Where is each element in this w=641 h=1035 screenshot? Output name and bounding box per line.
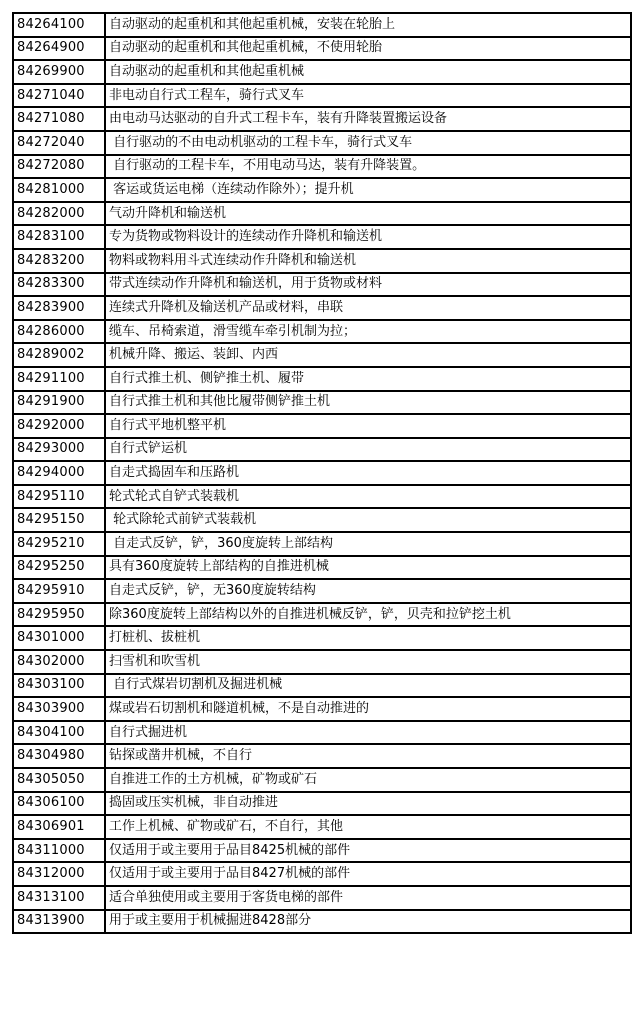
hs-code-cell: 84291900 xyxy=(13,391,105,415)
hs-code-cell: 84272080 xyxy=(13,155,105,179)
table-row xyxy=(13,273,631,297)
table-row xyxy=(13,650,631,674)
table-row xyxy=(13,320,631,344)
description-cell: 机械升降、搬运、装卸、内西 xyxy=(105,343,631,367)
hs-code-cell: 84303900 xyxy=(13,697,105,721)
description-cell: 物料或物料用斗式连续动作升降机和输送机 xyxy=(105,249,631,273)
hs-code-cell: 84272040 xyxy=(13,131,105,155)
description-cell: 自行式铲运机 xyxy=(105,438,631,462)
table-row xyxy=(13,391,631,415)
hs-code-cell: 84291100 xyxy=(13,367,105,391)
table-row xyxy=(13,485,631,509)
description-cell: 具有360度旋转上部结构的自推进机械 xyxy=(105,556,631,580)
hs-code-cell: 84295910 xyxy=(13,579,105,603)
hs-code-cell: 84312000 xyxy=(13,862,105,886)
description-cell: 轮式轮式自铲式装载机 xyxy=(105,485,631,509)
table-row xyxy=(13,674,631,698)
description-cell: 专为货物或物料设计的连续动作升降机和输送机 xyxy=(105,225,631,249)
table-row xyxy=(13,367,631,391)
table-row xyxy=(13,508,631,532)
hs-code-cell: 84303100 xyxy=(13,674,105,698)
description-cell: 煤或岩石切割机和隧道机械，不是自动推进的 xyxy=(105,697,631,721)
hs-code-cell: 84313100 xyxy=(13,886,105,910)
table-row xyxy=(13,249,631,273)
table-row xyxy=(13,862,631,886)
table-row xyxy=(13,579,631,603)
description-cell: 自动驱动的起重机和其他起重机械，不使用轮胎 xyxy=(105,37,631,61)
table-row xyxy=(13,910,631,934)
description-cell: 自动驱动的起重机和其他起重机械，安装在轮胎上 xyxy=(105,13,631,37)
description-cell: 自走式反铲，铲，无360度旋转结构 xyxy=(105,579,631,603)
hs-code-cell: 84289002 xyxy=(13,343,105,367)
table-row xyxy=(13,815,631,839)
hs-code-cell: 84281000 xyxy=(13,178,105,202)
table-row xyxy=(13,461,631,485)
description-cell: 打桩机、拔桩机 xyxy=(105,626,631,650)
hs-code-cell: 84301000 xyxy=(13,626,105,650)
table-row xyxy=(13,84,631,108)
hs-code-cell: 84283300 xyxy=(13,273,105,297)
hs-code-cell: 84311000 xyxy=(13,839,105,863)
description-cell: 用于或主要用于机械掘进8428部分 xyxy=(105,910,631,934)
table-row xyxy=(13,414,631,438)
hs-code-cell: 84295210 xyxy=(13,532,105,556)
hs-code-cell: 84283900 xyxy=(13,296,105,320)
hs-code-cell: 84295150 xyxy=(13,508,105,532)
description-cell: 缆车、吊椅索道，滑雪缆车牵引机制为拉； xyxy=(105,320,631,344)
description-cell: 带式连续动作升降机和输送机，用于货物或材料 xyxy=(105,273,631,297)
description-cell: 自行驱动的不由电动机驱动的工程卡车，骑行式叉车 xyxy=(105,131,631,155)
table-row xyxy=(13,626,631,650)
hs-code-cell: 84294000 xyxy=(13,461,105,485)
table-row xyxy=(13,343,631,367)
description-cell: 仅适用于或主要用于品目8425机械的部件 xyxy=(105,839,631,863)
table-row xyxy=(13,131,631,155)
hs-code-cell: 84269900 xyxy=(13,60,105,84)
description-cell: 轮式除轮式前铲式装载机 xyxy=(105,508,631,532)
hs-code-cell: 84264900 xyxy=(13,37,105,61)
description-cell: 除360度旋转上部结构以外的自推进机械反铲，铲，贝壳和拉铲挖土机 xyxy=(105,603,631,627)
hs-code-cell: 84306100 xyxy=(13,792,105,816)
description-cell: 自行式掘进机 xyxy=(105,721,631,745)
description-cell: 自行式推土机和其他比履带侧铲推土机 xyxy=(105,391,631,415)
hs-code-cell: 84283200 xyxy=(13,249,105,273)
hs-code-cell: 84264100 xyxy=(13,13,105,37)
hs-code-cell: 84295250 xyxy=(13,556,105,580)
hs-code-table xyxy=(12,12,632,934)
table-row xyxy=(13,225,631,249)
description-cell: 钻探或凿井机械，不自行 xyxy=(105,744,631,768)
description-cell: 自行式煤岩切割机及掘进机械 xyxy=(105,674,631,698)
hs-code-cell: 84293000 xyxy=(13,438,105,462)
hs-code-cell: 84313900 xyxy=(13,910,105,934)
description-cell: 连续式升降机及输送机产品或材料，串联 xyxy=(105,296,631,320)
table-row xyxy=(13,697,631,721)
hs-code-cell: 84304100 xyxy=(13,721,105,745)
description-cell: 自行式平地机整平机 xyxy=(105,414,631,438)
hs-code-cell: 84292000 xyxy=(13,414,105,438)
description-cell: 自推进工作的土方机械，矿物或矿石 xyxy=(105,768,631,792)
table-row xyxy=(13,768,631,792)
description-cell: 工作上机械、矿物或矿石，不自行，其他 xyxy=(105,815,631,839)
description-cell: 自行驱动的工程卡车，不用电动马达，装有升降装置。 xyxy=(105,155,631,179)
hs-code-cell: 84271080 xyxy=(13,107,105,131)
table-row xyxy=(13,60,631,84)
description-cell: 气动升降机和输送机 xyxy=(105,202,631,226)
description-cell: 捣固或压实机械，非自动推进 xyxy=(105,792,631,816)
table-row xyxy=(13,792,631,816)
table-body xyxy=(13,13,631,933)
hs-code-cell: 84295110 xyxy=(13,485,105,509)
hs-code-cell: 84282000 xyxy=(13,202,105,226)
description-cell: 由电动马达驱动的自升式工程卡车，装有升降装置搬运设备 xyxy=(105,107,631,131)
hs-code-cell: 84295950 xyxy=(13,603,105,627)
table-row xyxy=(13,744,631,768)
hs-code-cell: 84283100 xyxy=(13,225,105,249)
hs-code-cell: 84306901 xyxy=(13,815,105,839)
description-cell: 适合单独使用或主要用于客货电梯的部件 xyxy=(105,886,631,910)
table-row xyxy=(13,13,631,37)
table-row xyxy=(13,37,631,61)
hs-code-cell: 84286000 xyxy=(13,320,105,344)
table-row xyxy=(13,296,631,320)
table-row xyxy=(13,556,631,580)
description-cell: 自走式反铲，铲，360度旋转上部结构 xyxy=(105,532,631,556)
table-row xyxy=(13,532,631,556)
table-row xyxy=(13,107,631,131)
description-cell: 客运或货运电梯（连续动作除外）；提升机 xyxy=(105,178,631,202)
hs-code-cell: 84271040 xyxy=(13,84,105,108)
description-cell: 自动驱动的起重机和其他起重机械 xyxy=(105,60,631,84)
hs-code-cell: 84305050 xyxy=(13,768,105,792)
hs-code-cell: 84302000 xyxy=(13,650,105,674)
description-cell: 扫雪机和吹雪机 xyxy=(105,650,631,674)
description-cell: 非电动自行式工程车，骑行式叉车 xyxy=(105,84,631,108)
table-row xyxy=(13,721,631,745)
table-row xyxy=(13,178,631,202)
description-cell: 仅适用于或主要用于品目8427机械的部件 xyxy=(105,862,631,886)
table-row xyxy=(13,886,631,910)
table-row xyxy=(13,155,631,179)
description-cell: 自走式捣固车和压路机 xyxy=(105,461,631,485)
hs-code-sheet xyxy=(12,12,630,934)
table-row xyxy=(13,438,631,462)
table-row xyxy=(13,839,631,863)
table-row xyxy=(13,202,631,226)
table-row xyxy=(13,603,631,627)
hs-code-cell: 84304980 xyxy=(13,744,105,768)
description-cell: 自行式推土机、侧铲推土机、履带 xyxy=(105,367,631,391)
